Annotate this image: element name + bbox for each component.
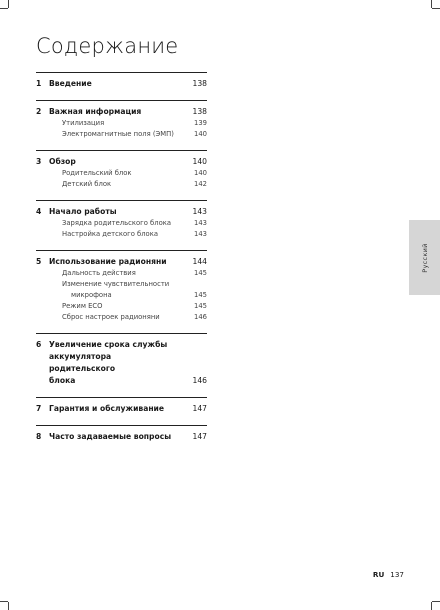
toc-section: [36, 150, 207, 190]
toc-subtitle: Зарядка родительского блока: [62, 219, 171, 227]
toc-section: [36, 425, 207, 443]
toc-title: Гарантия и обслуживание: [49, 404, 165, 413]
toc-number: 5: [36, 257, 42, 266]
toc-entry[interactable]: [36, 78, 207, 90]
toc-number-spacer: [36, 290, 49, 301]
toc-subtitle: Дальность действия: [62, 269, 136, 277]
toc-subtitle: Детский блок: [62, 180, 112, 188]
toc-page: 144: [192, 257, 207, 266]
toc-number-spacer: [36, 118, 49, 129]
toc-title: Увеличение срока службы: [49, 340, 168, 349]
toc-subtitle: Родительский блок: [62, 169, 132, 177]
toc-subentry[interactable]: [36, 118, 207, 129]
toc-title: Использование радионяни: [49, 257, 167, 266]
crop-mark: [8, 602, 9, 610]
page-footer: [373, 570, 404, 579]
toc-page: 146: [194, 313, 207, 321]
toc-page: 140: [192, 157, 207, 166]
toc-title: Введение: [49, 79, 92, 88]
toc-number: 6: [36, 340, 42, 349]
toc-page: 140: [194, 130, 207, 138]
toc-number: 7: [36, 404, 42, 413]
toc-entry-continuation[interactable]: [36, 351, 207, 375]
toc-section: [36, 200, 207, 240]
toc-page: 143: [194, 230, 207, 238]
toc-entry[interactable]: [36, 256, 207, 268]
toc-number: 4: [36, 207, 42, 216]
crop-mark: [0, 8, 8, 9]
toc-number-spacer: [36, 375, 49, 387]
footer-page-number: 137: [390, 570, 404, 579]
toc-subentry[interactable]: [36, 179, 207, 190]
table-of-contents: [36, 72, 207, 453]
toc-page: 146: [192, 376, 207, 385]
toc-title: Важная информация: [49, 107, 142, 116]
toc-subtitle: Сброс настроек радионяни: [62, 313, 160, 321]
crop-mark: [431, 0, 432, 8]
toc-subtitle: аккумулятора родительского: [49, 352, 116, 373]
toc-number-spacer: [36, 218, 49, 229]
toc-number-spacer: [36, 229, 49, 240]
toc-subtitle: Настройка детского блока: [62, 230, 158, 238]
toc-subentry[interactable]: [36, 279, 207, 290]
toc-subentry[interactable]: [36, 129, 207, 140]
toc-number-spacer: [36, 312, 49, 323]
crop-mark: [8, 0, 9, 8]
toc-number: 8: [36, 432, 42, 441]
toc-subtitle: микрофона: [71, 291, 112, 299]
toc-number-spacer: [36, 279, 49, 290]
crop-mark: [431, 602, 432, 610]
toc-number: 3: [36, 157, 42, 166]
toc-entry-continuation[interactable]: [36, 375, 207, 387]
toc-subentry[interactable]: [36, 290, 207, 301]
toc-subtitle: Изменение чувствительности: [62, 280, 170, 288]
toc-subentry[interactable]: [36, 268, 207, 279]
toc-page: 143: [194, 219, 207, 227]
toc-number-spacer: [36, 301, 49, 312]
toc-number: 1: [36, 79, 42, 88]
toc-subtitle: Электромагнитные поля (ЭМП): [62, 130, 174, 138]
toc-page: 138: [192, 79, 207, 88]
toc-number-spacer: [36, 179, 49, 190]
toc-page: 139: [194, 119, 207, 127]
toc-page: 143: [192, 207, 207, 216]
toc-subentry[interactable]: [36, 168, 207, 179]
toc-page: 145: [194, 302, 207, 310]
toc-page: 140: [194, 169, 207, 177]
toc-page: 145: [194, 291, 207, 299]
crop-mark: [432, 601, 440, 602]
toc-title: Обзор: [49, 157, 76, 166]
page-title: Содержание: [36, 34, 179, 58]
toc-section: [36, 100, 207, 140]
toc-entry[interactable]: [36, 339, 207, 351]
toc-subentry[interactable]: [36, 301, 207, 312]
toc-number-spacer: [36, 129, 49, 140]
toc-title: Начало работы: [49, 207, 117, 216]
crop-mark: [432, 8, 440, 9]
toc-number-spacer: [36, 268, 49, 279]
toc-page: 142: [194, 180, 207, 188]
toc-title: Часто задаваемые вопросы: [49, 432, 172, 441]
toc-section: [36, 250, 207, 323]
toc-page: 138: [192, 107, 207, 116]
toc-subtitle: блока: [49, 376, 76, 385]
language-tab-label: Русский: [420, 242, 429, 273]
toc-subentry[interactable]: [36, 229, 207, 240]
toc-entry[interactable]: [36, 403, 207, 415]
language-tab: [409, 220, 440, 295]
toc-section: [36, 397, 207, 415]
toc-entry[interactable]: [36, 431, 207, 443]
toc-section: [36, 333, 207, 387]
toc-entry[interactable]: [36, 156, 207, 168]
toc-page: 145: [194, 269, 207, 277]
toc-subtitle: Режим ECO: [62, 302, 103, 310]
toc-number-spacer: [36, 168, 49, 179]
toc-section: [36, 72, 207, 90]
toc-subentry[interactable]: [36, 312, 207, 323]
toc-number: 2: [36, 107, 42, 116]
crop-mark: [0, 601, 8, 602]
toc-entry[interactable]: [36, 106, 207, 118]
toc-subtitle: Утилизация: [62, 119, 105, 127]
toc-entry[interactable]: [36, 206, 207, 218]
toc-subentry[interactable]: [36, 218, 207, 229]
toc-page: 147: [192, 404, 207, 413]
footer-language: RU: [372, 570, 385, 579]
toc-page: 147: [192, 432, 207, 441]
toc-number-spacer: [36, 351, 49, 375]
